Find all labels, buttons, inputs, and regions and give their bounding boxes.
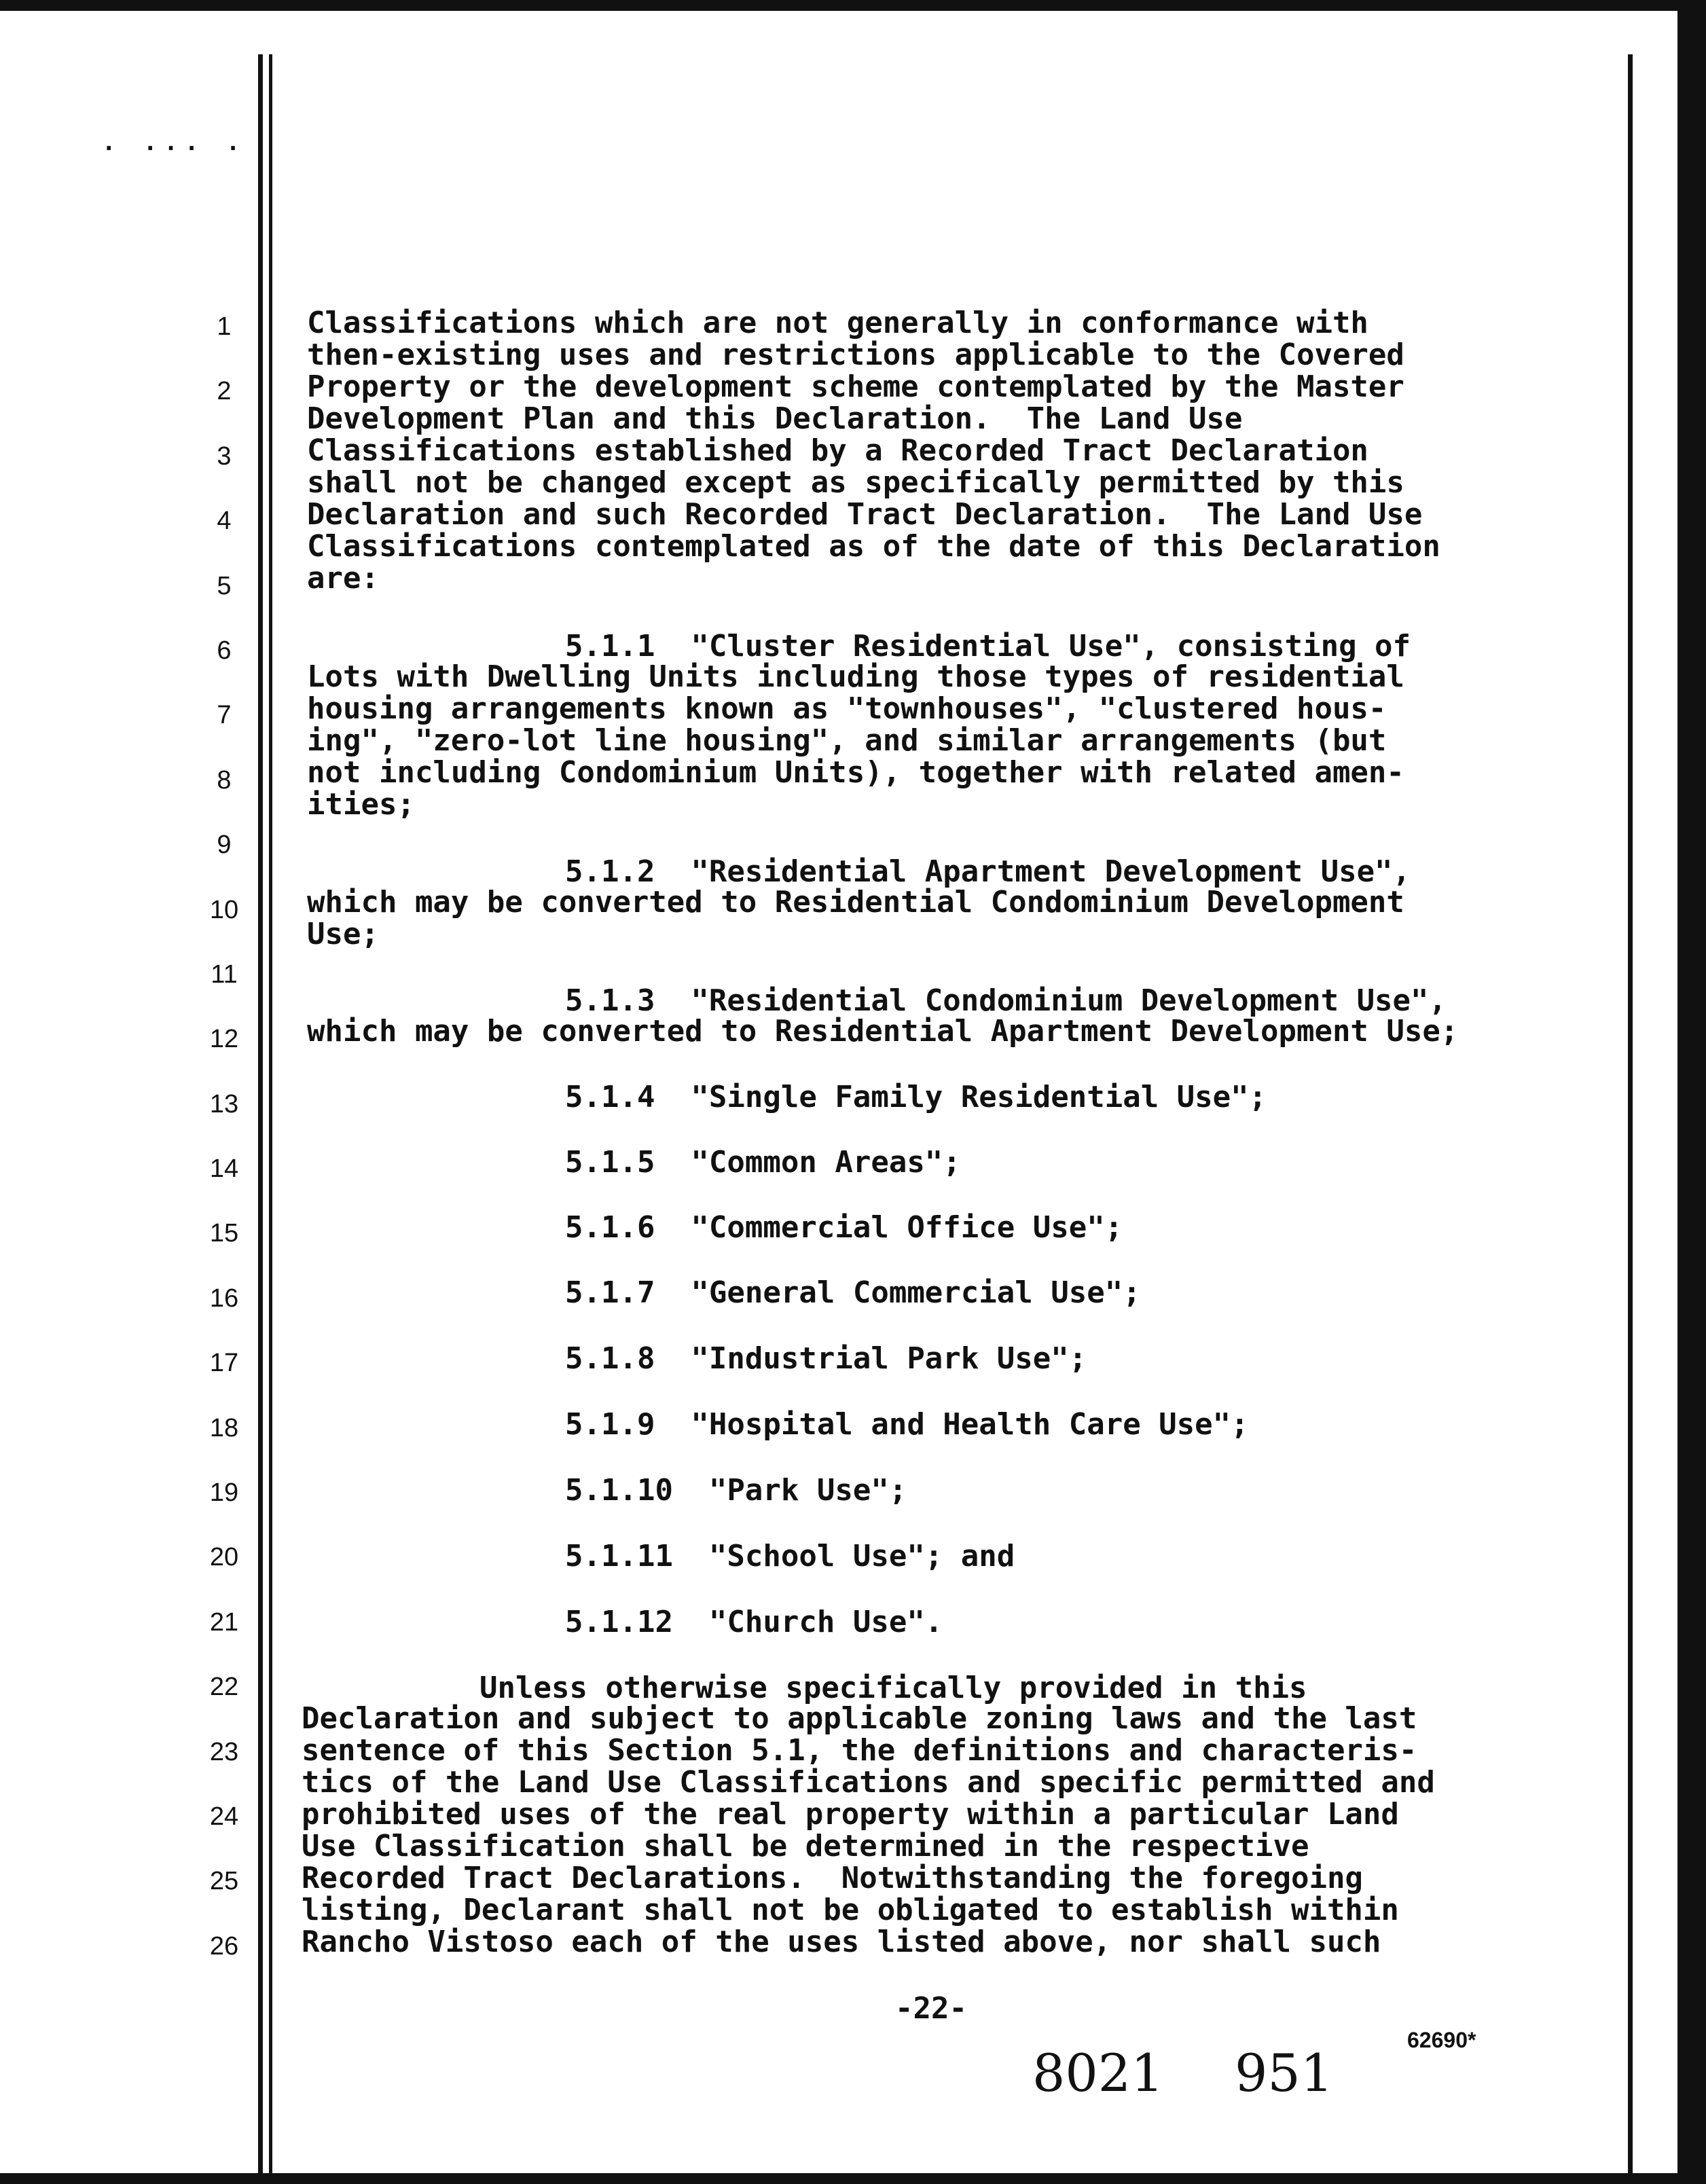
right-margin-rule	[1628, 54, 1633, 2173]
line-number: 19	[209, 1478, 239, 1508]
line-number: 11	[211, 960, 238, 989]
line-number: 13	[209, 1089, 239, 1118]
scan-right-edge	[1677, 0, 1706, 2184]
line-number: 3	[217, 441, 232, 471]
closing-paragraph-first-line: Unless otherwise specifically provided in this	[479, 1671, 1307, 1705]
list-item: 5.1.12 "Church Use".	[565, 1605, 943, 1639]
item-5-1-3-heading: 5.1.3 "Residential Condominium Development Use",	[565, 983, 1447, 1018]
margin-marks: . ... .	[102, 129, 247, 156]
line-number: 1	[217, 312, 232, 341]
left-margin-rule-inner	[269, 54, 272, 2173]
line-number: 2	[217, 377, 232, 406]
list-item: 5.1.9 "Hospital and Health Care Use";	[565, 1407, 1249, 1442]
line-number: 24	[209, 1802, 239, 1831]
line-number: 25	[209, 1867, 239, 1896]
line-number: 6	[217, 636, 232, 665]
line-number: 9	[217, 831, 232, 860]
line-number: 16	[209, 1284, 239, 1313]
item-5-1-2-body: which may be converted to Residential Condominium Development Use;	[307, 885, 1404, 951]
scan-bottom-edge	[0, 2173, 1706, 2184]
page-number: -22-	[895, 1991, 967, 2026]
line-number: 12	[209, 1025, 239, 1054]
line-number-column	[197, 312, 251, 1997]
list-item: 5.1.4 "Single Family Residential Use";	[565, 1080, 1267, 1114]
line-number: 22	[209, 1673, 239, 1702]
line-number: 18	[209, 1413, 239, 1442]
line-number: 20	[209, 1543, 239, 1572]
line-number: 26	[209, 1931, 239, 1961]
line-number: 21	[209, 1607, 239, 1637]
line-number: 17	[209, 1349, 239, 1378]
item-5-1-1-body: Lots with Dwelling Units including those types of residential housing arrangements known as "townhouses", "clustered hous- ing", "zero-lot line housing", and similar arrangements (but not including Condominium Units), together with related amen- ities;	[307, 659, 1404, 822]
list-item: 5.1.10 "Park Use";	[565, 1473, 907, 1508]
list-item: 5.1.8 "Industrial Park Use";	[565, 1341, 1087, 1376]
line-number: 10	[209, 895, 239, 924]
item-5-1-3-body: which may be converted to Residential Apartment Development Use;	[307, 1014, 1459, 1049]
document-code: 62690*	[1407, 2028, 1476, 2052]
line-number: 4	[217, 507, 232, 536]
list-item: 5.1.5 "Common Areas";	[565, 1145, 961, 1180]
line-number: 14	[209, 1154, 239, 1184]
intro-paragraph: Classifications which are not generally in conformance with then-existing uses and restrictions applicable to the Covered Property or the development scheme contemplated by the Master Development Plan and this Declaration. The Land Use Classifications established by a Recorded Tract Declaration shall not be changed except as specifically permitted by this Declaration and such Recorded Tract Declaration. The Land Use Classifications contemplated as of the date of this Declaration are:	[307, 306, 1440, 596]
scan-top-edge	[0, 0, 1706, 11]
left-margin-rule	[258, 54, 263, 2173]
line-number: 15	[209, 1219, 239, 1248]
line-number: 5	[217, 571, 232, 600]
line-number: 23	[209, 1737, 239, 1766]
item-5-1-1-heading: 5.1.1 "Cluster Residential Use", consisting of	[565, 629, 1411, 663]
closing-paragraph-body: Declaration and subject to applicable zoning laws and the last sentence of this Section 5.1, the definitions and characteris- tics of the Land Use Classifications and specific permitted and prohibited uses of the real property within a particular Land Use Classification shall be determined in the respective Recorded Tract Declarations. Notwithstanding the foregoing listing, Declarant shall not be obligated to establish within Rancho Vistoso each of the uses listed above, nor shall such	[302, 1701, 1435, 1959]
page-number-stamp: 951	[1235, 2043, 1334, 2103]
line-number: 7	[217, 701, 232, 730]
line-number: 8	[217, 765, 232, 795]
list-item: 5.1.6 "Commercial Office Use";	[565, 1210, 1123, 1245]
list-item: 5.1.11 "School Use"; and	[565, 1539, 1015, 1573]
list-item: 5.1.7 "General Commercial Use";	[565, 1275, 1141, 1310]
item-5-1-2-heading: 5.1.2 "Residential Apartment Development Use",	[565, 854, 1411, 889]
book-number-stamp: 8021	[1032, 2043, 1164, 2103]
